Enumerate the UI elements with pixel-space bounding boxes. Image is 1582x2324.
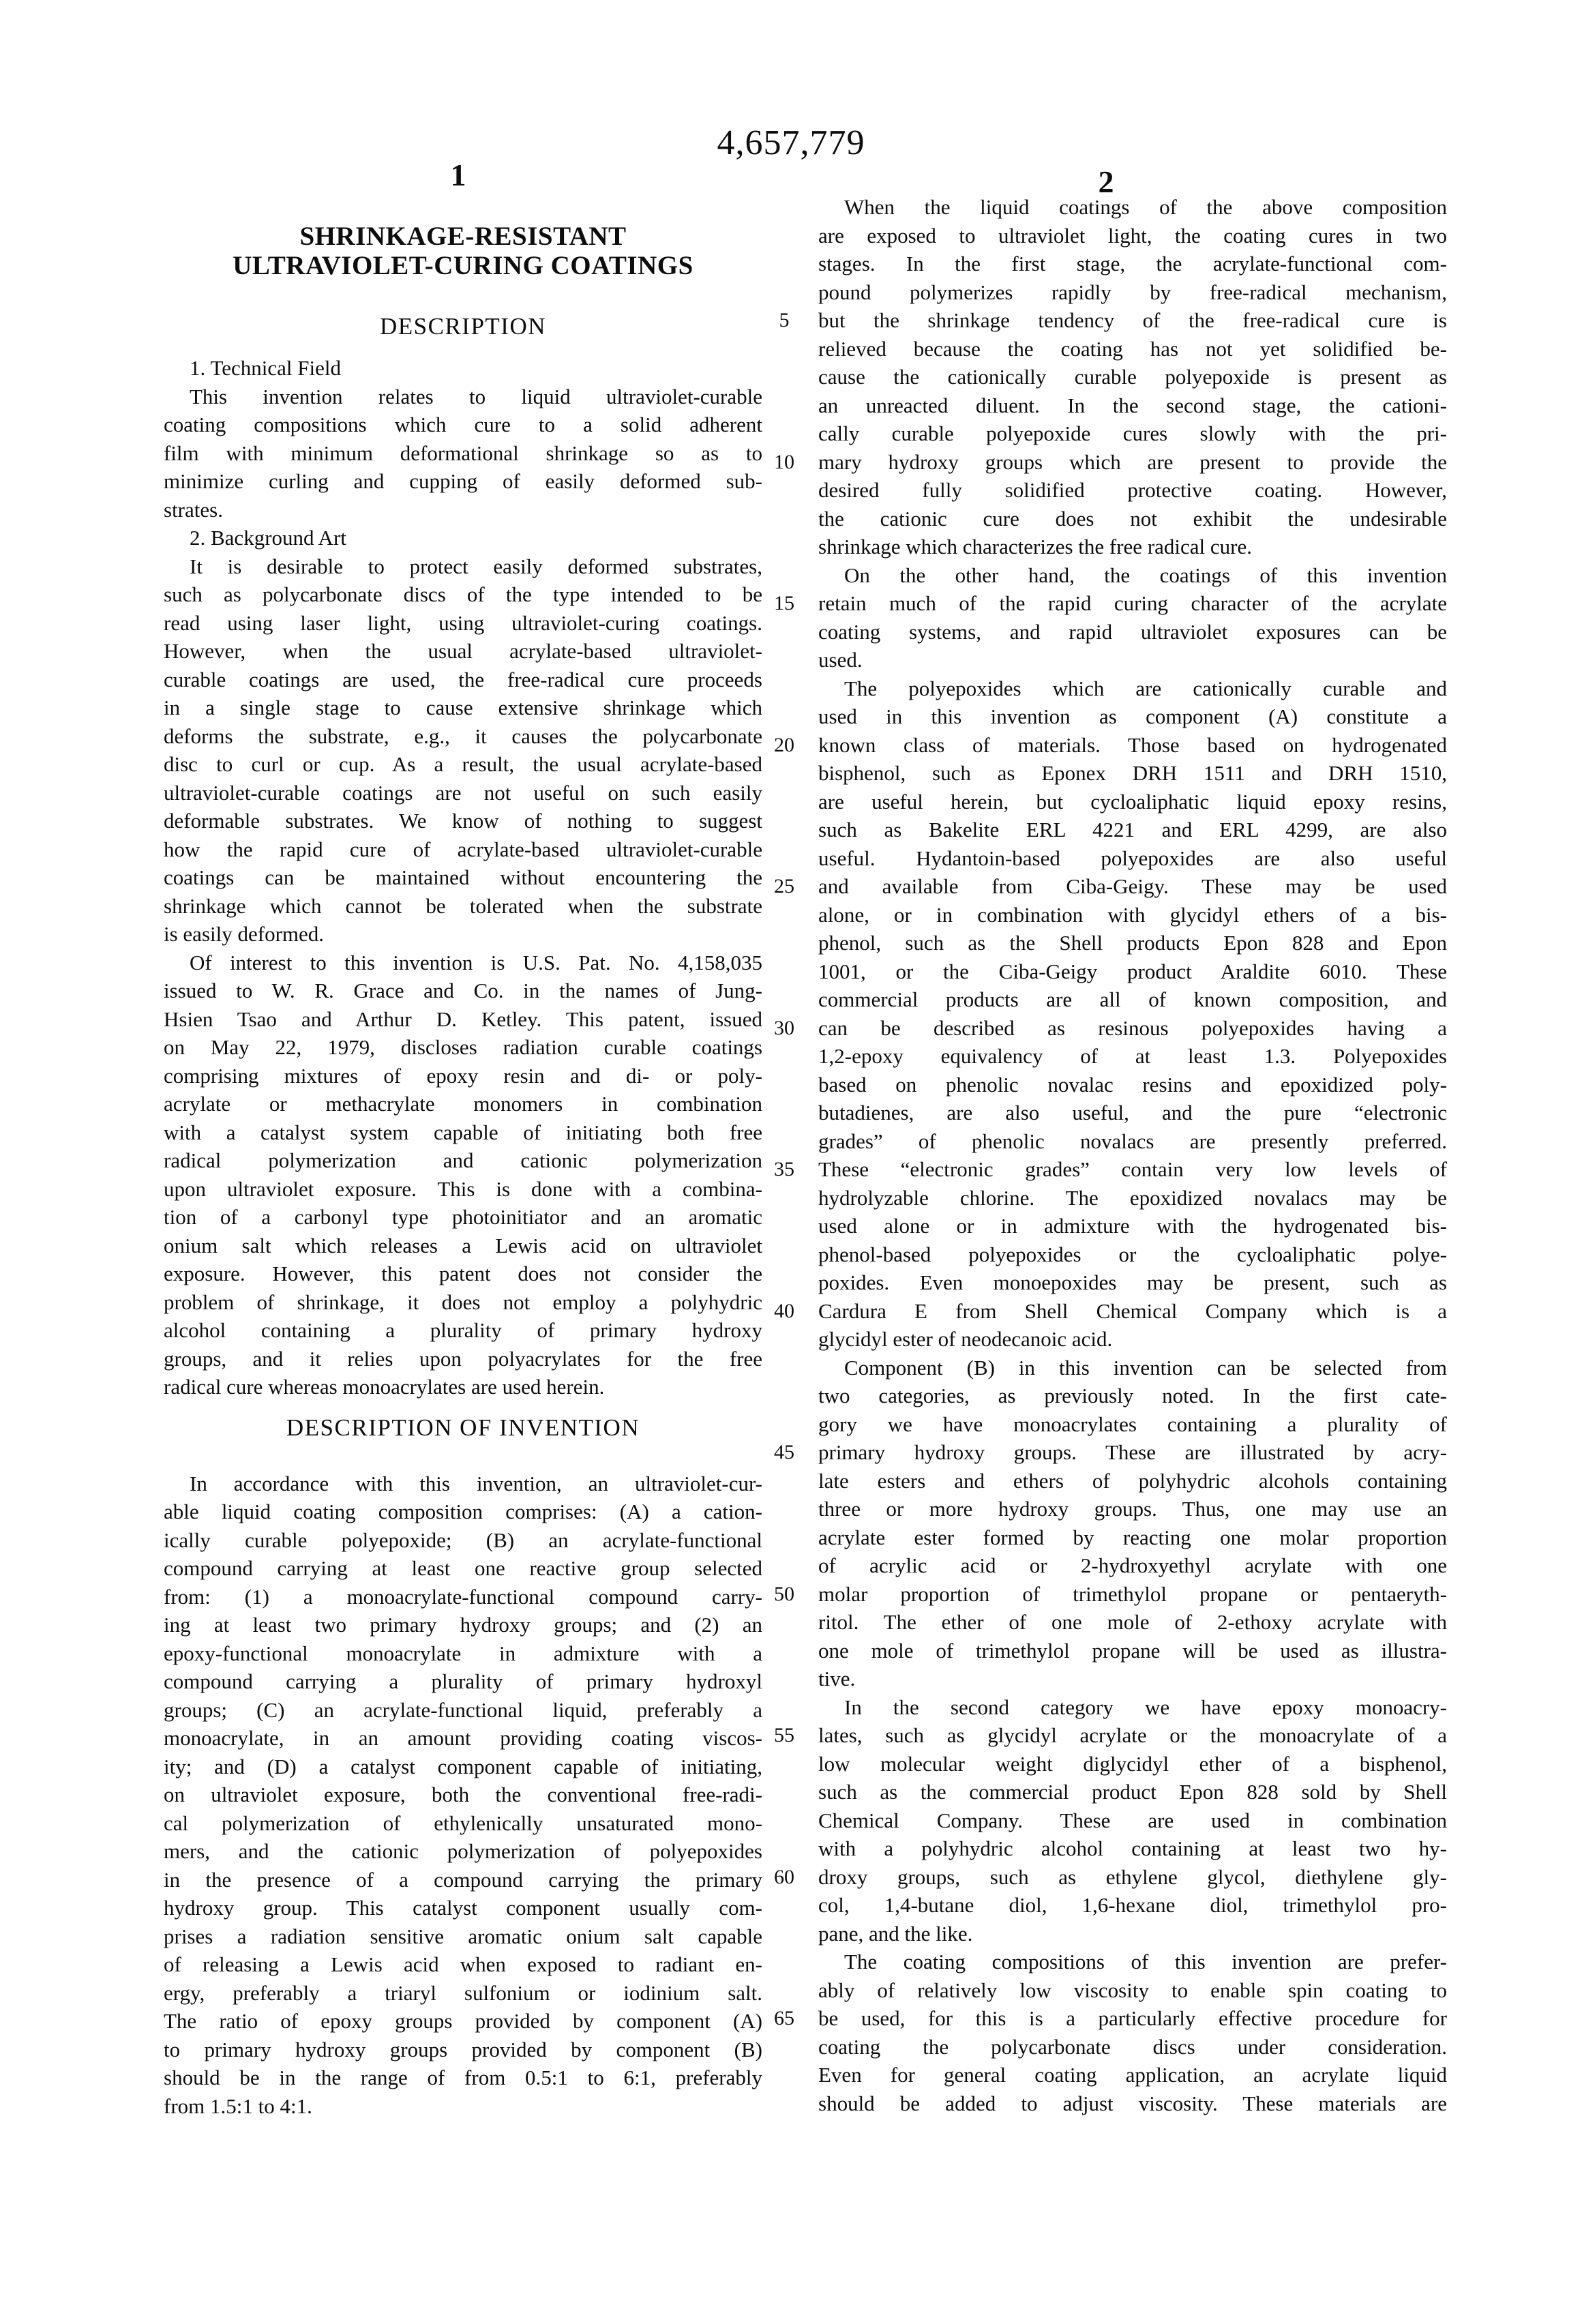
text-line: tion of a carbonyl type photoinitiator and an aromatic xyxy=(164,1205,762,1229)
text-line: On the other hand, the coatings of this invention xyxy=(844,563,1447,587)
text-line: prises a radiation sensitive aromatic onium salt capable xyxy=(164,1924,762,1948)
text-line: desired fully solidified protective coating. However, xyxy=(818,478,1447,502)
text-line: used in this invention as component (A) constitute a xyxy=(818,704,1447,728)
text-line: relieved because the coating has not yet solidified be- xyxy=(818,336,1447,361)
text-line: 55 xyxy=(774,1724,794,1746)
text-line: low molecular weight diglycidyl ether of a bisphenol, xyxy=(818,1751,1447,1776)
text-line: acrylate ester formed by reacting one molar proportion xyxy=(818,1525,1447,1549)
text-line: are useful herein, but cycloaliphatic liquid epoxy resins, xyxy=(818,789,1447,814)
text-line: disc to curl or cup. As a result, the usual acrylate-based xyxy=(164,752,762,776)
text-line: shrinkage which characterizes the free radical cure. xyxy=(818,535,1252,558)
text-line: onium salt which releases a Lewis acid on ultraviolet xyxy=(164,1233,762,1257)
text-line: 30 xyxy=(774,1016,794,1039)
text-line: ritol. The ether of one mole of 2-ethoxy acrylate with xyxy=(818,1610,1447,1634)
text-line: ically curable polyepoxide; (B) an acrylate-functional xyxy=(164,1528,762,1552)
text-line: 15 xyxy=(774,592,794,614)
text-line: compound carrying at least one reactive group selected xyxy=(164,1556,762,1580)
text-line: cal polymerization of ethylenically unsaturated mono- xyxy=(164,1811,762,1835)
text-line: an unreacted diluent. In the second stage, the cationi- xyxy=(818,393,1447,417)
text-line: This invention relates to liquid ultraviolet-curable xyxy=(190,384,762,408)
text-line: 50 xyxy=(774,1582,794,1605)
text-line: coating compositions which cure to a solid adherent xyxy=(164,413,762,436)
text-line: mers, and the cationic polymerization of polyepoxides xyxy=(164,1839,762,1863)
text-line: phenol-based polyepoxides or the cycloaliphatic polye- xyxy=(818,1242,1447,1266)
text-line: bisphenol, such as Eponex DRH 1511 and DRH 1510, xyxy=(818,761,1447,785)
text-line: 65 xyxy=(774,2007,794,2029)
text-line: Cardura E from Shell Chemical Company which is a xyxy=(818,1298,1447,1323)
text-line: deformable substrates. We know of nothing to suggest xyxy=(164,809,762,833)
text-line: monoacrylate, in an amount providing coating viscos- xyxy=(164,1726,762,1750)
text-line: butadienes, are also useful, and the pure “electronic xyxy=(818,1101,1447,1124)
text-line: 60 xyxy=(774,1865,794,1888)
text-line: Even for general coating application, an acrylate liquid xyxy=(818,2063,1447,2087)
text-line: Chemical Company. These are used in combination xyxy=(818,1808,1447,1832)
text-line: be used, for this is a particularly effective procedure for xyxy=(818,2006,1447,2030)
text-line: and available from Ciba-Geigy. These may be used xyxy=(818,874,1447,898)
text-line: The polyepoxides which are cationically curable and xyxy=(844,676,1447,700)
text-line: able liquid coating composition comprises: (A) a cation- xyxy=(164,1500,762,1523)
text-line: film with minimum deformational shrinkage so as to xyxy=(164,441,762,465)
text-line: alcohol containing a plurality of primary hydroxy xyxy=(164,1318,762,1342)
text-line: Of interest to this invention is U.S. Pat. No. 4,158,035 xyxy=(190,950,762,974)
text-line: In accordance with this invention, an ultraviolet-cur- xyxy=(190,1471,762,1495)
text-line: In the second category we have epoxy monoacry- xyxy=(844,1695,1447,1719)
text-line: coatings can be maintained without encountering the xyxy=(164,865,762,889)
text-line: 40 xyxy=(774,1299,794,1322)
text-line: 35 xyxy=(774,1158,794,1180)
text-line: compound carrying a plurality of primary hydroxyl xyxy=(164,1669,762,1693)
text-line: curable coatings are used, the free-radical cure proceeds xyxy=(164,667,762,691)
text-line: col, 1,4-butane diol, 1,6-hexane diol, trimethylol pro- xyxy=(818,1893,1447,1917)
text-line: These “electronic grades” contain very low levels of xyxy=(818,1157,1447,1181)
text-line: alone, or in combination with glycidyl ethers of a bis- xyxy=(818,902,1447,927)
text-line: 20 xyxy=(774,733,794,756)
text-line: in a single stage to cause extensive shrinkage which xyxy=(164,696,762,719)
text-line: comprising mixtures of epoxy resin and di- or poly- xyxy=(164,1063,762,1088)
line-number-gutter xyxy=(761,193,807,2048)
text-line: The ratio of epoxy groups provided by component (A) xyxy=(164,2009,762,2033)
text-line: groups, and it relies upon polyacrylates for the free xyxy=(164,1346,762,1371)
text-line: commercial products are all of known composition, and xyxy=(818,987,1447,1011)
text-line: gory we have monoacrylates containing a plurality of xyxy=(818,1412,1447,1436)
text-line: 25 xyxy=(774,875,794,897)
text-line: on ultraviolet exposure, both the conventional free-radi- xyxy=(164,1783,762,1806)
text-line: strates. xyxy=(164,497,223,522)
text-line: 5 xyxy=(779,309,790,331)
text-line: such as Bakelite ERL 4221 and ERL 4299, are also xyxy=(818,818,1447,841)
text-line: grades” of phenolic novalacs are presently preferred. xyxy=(818,1129,1447,1153)
text-line: with a polyhydric alcohol containing at least two hy- xyxy=(818,1836,1447,1860)
text-line: hydrolyzable chlorine. The epoxidized novalacs may be xyxy=(818,1185,1447,1210)
text-line: read using laser light, using ultraviolet-curing coatings. xyxy=(164,610,762,635)
text-line: coating systems, and rapid ultraviolet exposures can be xyxy=(818,619,1447,644)
text-line: poxides. Even monoepoxides may be present, such as xyxy=(818,1270,1447,1294)
text-line: retain much of the rapid curing character of the acrylate xyxy=(818,591,1447,615)
text-line: primary hydroxy groups. These are illustrated by acry- xyxy=(818,1440,1447,1464)
text-line: such as the commercial product Epon 828 sold by Shell xyxy=(818,1780,1447,1804)
text-line: issued to W. R. Grace and Co. in the names of Jung- xyxy=(164,979,762,1002)
text-line: are exposed to ultraviolet light, the coating cures in two xyxy=(818,223,1447,248)
text-line: such as polycarbonate discs of the type intended to be xyxy=(164,582,762,606)
text-line: Component (B) in this invention can be selected from xyxy=(844,1355,1447,1380)
text-line: upon ultraviolet exposure. This is done with a combina- xyxy=(164,1176,762,1201)
text-line: ultraviolet-curable coatings are not useful on such easily xyxy=(164,780,762,805)
text-line: cause the cationically curable polyepoxide is present as xyxy=(818,365,1447,389)
text-line: the cationic cure does not exhibit the undesirable xyxy=(818,506,1447,531)
text-line: 2. Background Art xyxy=(190,526,346,550)
text-line: ably of relatively low viscosity to enable spin coating to xyxy=(818,1978,1447,2002)
text-line: used alone or in admixture with the hydrogenated bis- xyxy=(818,1214,1447,1238)
text-line: from: (1) a monoacrylate-functional compound carry- xyxy=(164,1584,762,1609)
section-heading: DESCRIPTION OF INVENTION xyxy=(286,1414,640,1441)
text-line: based on phenolic novalac resins and epoxidized poly- xyxy=(818,1072,1447,1097)
text-line: with a catalyst system capable of initiating both free xyxy=(164,1120,762,1144)
text-line: It is desirable to protect easily deformed substrates, xyxy=(190,554,762,578)
text-line: radical cure whereas monoacrylates are used herein. xyxy=(164,1375,605,1399)
text-line: ing at least two primary hydroxy groups; and (2) an xyxy=(164,1613,762,1637)
text-line: 1001, or the Ciba-Geigy product Araldite 6010. These xyxy=(818,959,1447,983)
column-1-number: 1 xyxy=(450,158,466,192)
text-line: from 1.5:1 to 4:1. xyxy=(164,2094,312,2118)
text-line: radical polymerization and cationic polymerization xyxy=(164,1148,762,1172)
text-line: but the shrinkage tendency of the free-radical cure is xyxy=(818,308,1447,332)
text-line: hydroxy group. This catalyst component usually com- xyxy=(164,1896,762,1920)
text-line: of releasing a Lewis acid when exposed to radiant en- xyxy=(164,1952,762,1976)
text-line: 1,2-epoxy equivalency of at least 1.3. Polyepoxides xyxy=(818,1044,1447,1068)
column-2-number: 2 xyxy=(1098,164,1114,199)
text-line: groups; (C) an acrylate-functional liquid, preferably a xyxy=(164,1697,762,1722)
text-line: lates, such as glycidyl acrylate or the monoacrylate of a xyxy=(818,1723,1447,1747)
text-line: The coating compositions of this invention are prefer- xyxy=(844,1950,1447,1973)
text-line: two categories, as previously noted. In the first cate- xyxy=(818,1384,1447,1407)
text-line: late esters and ethers of polyhydric alcohols containing xyxy=(818,1468,1447,1493)
text-line: glycidyl ester of neodecanoic acid. xyxy=(818,1327,1113,1351)
text-line: how the rapid cure of acrylate-based ultraviolet-curable xyxy=(164,837,762,861)
text-line: When the liquid coatings of the above composition xyxy=(844,195,1447,219)
left-column-text xyxy=(164,354,762,2120)
description-heading: DESCRIPTION xyxy=(379,313,547,340)
right-column-text xyxy=(818,193,1447,2117)
text-line: useful. Hydantoin-based polyepoxides are also useful xyxy=(818,846,1447,870)
text-line: pane, and the like. xyxy=(818,1921,973,1946)
text-line: minimize curling and cupping of easily deformed sub- xyxy=(164,469,762,493)
text-line: droxy groups, such as ethylene glycol, diethylene gly- xyxy=(818,1864,1447,1889)
text-line: stages. In the first stage, the acrylate-functional com- xyxy=(818,252,1447,275)
text-line: 1. Technical Field xyxy=(190,356,341,380)
text-line: pound polymerizes rapidly by free-radical mechanism, xyxy=(818,280,1447,304)
text-line: shrinkage which cannot be tolerated when the substrate xyxy=(164,893,762,918)
text-line: However, when the usual acrylate-based ultraviolet- xyxy=(164,639,762,663)
text-line: known class of materials. Those based on hydrogenated xyxy=(818,732,1447,757)
text-line: to primary hydroxy groups provided by component (B) xyxy=(164,2037,762,2061)
text-line: tive. xyxy=(818,1667,856,1690)
text-line: 45 xyxy=(774,1441,794,1463)
text-line: one mole of trimethylol propane will be used as illustra- xyxy=(818,1638,1447,1663)
text-line: of acrylic acid or 2-hydroxyethyl acrylate with one xyxy=(818,1553,1447,1577)
text-line: should be in the range of from 0.5:1 to 6:1, preferably xyxy=(164,2066,762,2089)
text-line: phenol, such as the Shell products Epon 828 and Epon xyxy=(818,931,1447,955)
text-line: deforms the substrate, e.g., it causes the polycarbonate xyxy=(164,724,762,748)
text-line: epoxy-functional monoacrylate in admixture with a xyxy=(164,1641,762,1665)
text-line: ergy, preferably a triaryl sulfonium or iodinium salt. xyxy=(164,1980,762,2005)
text-line: acrylate or methacrylate monomers in combination xyxy=(164,1092,762,1116)
text-line: 10 xyxy=(774,450,794,473)
text-line: cally curable polyepoxide cures slowly with the pri- xyxy=(818,421,1447,445)
right-column xyxy=(818,193,1447,2117)
text-line: exposure. However, this patent does not consider the xyxy=(164,1262,762,1285)
text-line: coating the polycarbonate discs under consideration. xyxy=(818,2034,1447,2059)
text-line: is easily deformed. xyxy=(164,922,325,946)
text-line: Hsien Tsao and Arthur D. Ketley. This patent, issued xyxy=(164,1007,762,1031)
text-line: used. xyxy=(818,648,863,672)
text-line: three or more hydroxy groups. Thus, one may use an xyxy=(818,1497,1447,1521)
patent-title-line-1: SHRINKAGE-RESISTANT xyxy=(299,222,627,251)
text-line: mary hydroxy groups which are present to provide the xyxy=(818,449,1447,474)
text-line: should be added to adjust viscosity. These materials are xyxy=(818,2091,1447,2115)
patent-number: 4,657,779 xyxy=(717,123,865,162)
patent-title-line-2: ULTRAVIOLET-CURING COATINGS xyxy=(233,251,693,280)
text-line: can be described as resinous polyepoxides having a xyxy=(818,1015,1447,1040)
text-line: ity; and (D) a catalyst component capable of initiating, xyxy=(164,1754,762,1778)
text-line: on May 22, 1979, discloses radiation curable coatings xyxy=(164,1035,762,1059)
text-line: molar proportion of trimethylol propane or pentaeryth- xyxy=(818,1581,1447,1606)
text-line: problem of shrinkage, it does not employ a polyhydric xyxy=(164,1290,762,1314)
text-line: in the presence of a compound carrying the primary xyxy=(164,1867,762,1892)
left-column xyxy=(164,222,762,2120)
